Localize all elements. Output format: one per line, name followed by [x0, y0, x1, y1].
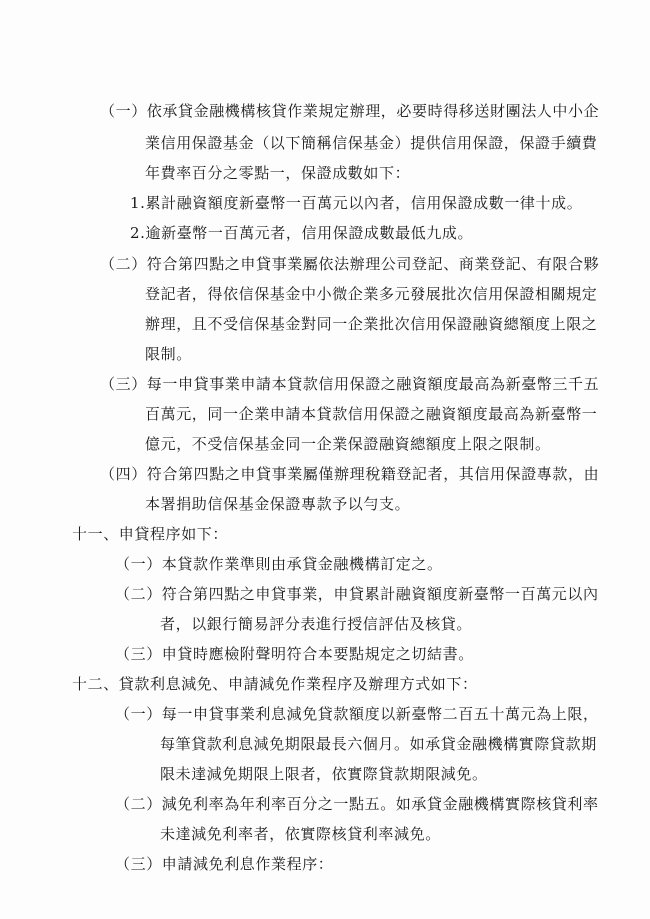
- text-line: （一）每一申貸事業利息減免貸款額度以新臺幣二百五十萬元為上限，: [115, 705, 599, 723]
- text-line: （二）減免利率為年利率百分之一點五。如承貸金融機構實際核貸利率: [115, 795, 599, 813]
- text-line: （三）每一申貸事業申請本貸款信用保證之融資額度最高為新臺幣三千五: [100, 375, 600, 393]
- text-line: （二）符合第四點之申貸事業屬依法辦理公司登記、商業登記、有限合夥: [100, 255, 600, 273]
- text-line: 業信用保證基金（以下簡稱信保基金）提供信用保證，保證手續費: [145, 134, 598, 152]
- text-line: 未達減免利率者，依實際核貸利率減免。: [160, 825, 441, 843]
- text-line: （二）符合第四點之申貸事業，申貸累計融資額度新臺幣一百萬元以內: [115, 585, 599, 603]
- text-line: （三）申請減免利息作業程序：: [115, 855, 334, 873]
- section-heading: 十一、申貸程序如下：: [72, 525, 229, 543]
- text-line: 1.累計融資額度新臺幣一百萬元以內者，信用保證成數一律十成。: [130, 194, 583, 212]
- text-line: 每筆貸款利息減免期限最長六個月。如承貸金融機構實際貸款期: [160, 735, 597, 753]
- text-line: 年費率百分之零點一，保證成數如下：: [145, 164, 411, 182]
- text-line: 百萬元，同一企業申請本貸款信用保證之融資額度最高為新臺幣一: [145, 405, 598, 423]
- text-line: （三）申貸時應檢附聲明符合本要點規定之切結書。: [115, 645, 474, 663]
- text-line: （一）本貸款作業準則由承貸金融機構訂定之。: [115, 555, 443, 573]
- text-line: 2.逾新臺幣一百萬元者，信用保證成數最低九成。: [130, 224, 474, 242]
- text-line: 億元，不受信保基金同一企業保證融資總額度上限之限制。: [145, 435, 551, 453]
- text-line: 登記者，得依信保基金中小微企業多元發展批次信用保證相關規定: [145, 285, 598, 303]
- text-line: 者，以銀行簡易評分表進行授信評估及核貸。: [160, 615, 473, 633]
- text-line: （一）依承貸金融機構核貸作業規定辦理，必要時得移送財團法人中小企: [100, 102, 600, 120]
- text-line: 限制。: [145, 345, 192, 363]
- text-line: 辦理，且不受信保基金對同一企業批次信用保證融資總額度上限之: [145, 315, 598, 333]
- text-line: 限未達減免期限上限者，依實際貸款期限減免。: [160, 765, 488, 783]
- text-line: （四）符合第四點之申貸事業屬僅辦理稅籍登記者，其信用保證專款，由: [100, 465, 600, 483]
- text-line: 本署捐助信保基金保證專款予以勻支。: [145, 495, 411, 513]
- section-heading: 十二、貸款利息減免、申請減免作業程序及辦理方式如下：: [72, 675, 478, 693]
